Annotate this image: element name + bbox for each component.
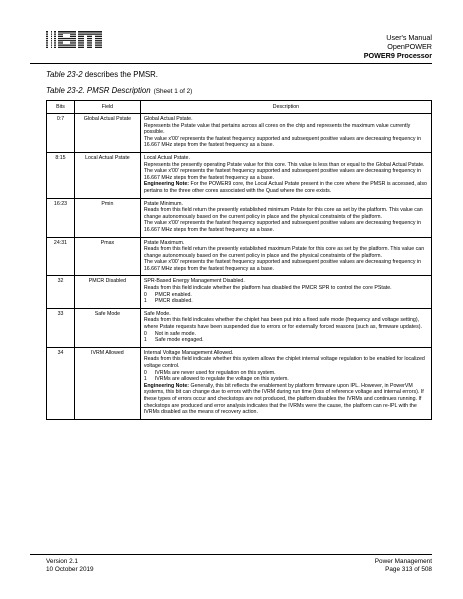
description-line: Reads from this field indicate whether this system allows the chiplet internal voltage regulation to be enabled for localized voltage control. bbox=[143, 356, 425, 369]
cell-bits: 16:23 bbox=[47, 198, 75, 237]
cell-bits: 8:15 bbox=[47, 152, 75, 198]
description-line: The value x'00' represents the fastest frequency supported and subsequent positive values are decreasing frequency in 16.667 MHz steps from the fastest frequency as a base. bbox=[143, 168, 422, 181]
footer-left bbox=[46, 558, 94, 574]
table-body bbox=[47, 114, 432, 420]
ibm-logo bbox=[46, 31, 102, 48]
description-line: Represents the presently operating Pstate value for this core. This value is less than or equal to the Global Actual Pstate. bbox=[143, 161, 425, 168]
header-field: Field bbox=[74, 101, 140, 114]
footer-page: Page 313 of 508 bbox=[385, 566, 432, 573]
table-row bbox=[47, 237, 432, 276]
value-key: 0 bbox=[143, 369, 147, 376]
value-entry bbox=[144, 331, 428, 338]
footer-divider bbox=[30, 554, 432, 555]
value-key: 0 bbox=[143, 291, 147, 298]
cell-description bbox=[140, 347, 431, 419]
note-text: For the POWER9 core, the Local Actual Pstate present in the core where the PMSR is accessed, also pertains to the three other cores associated with the Quad where the core exists. bbox=[143, 181, 427, 194]
value-text: PMCR enabled. bbox=[154, 291, 192, 298]
value-key: 1 bbox=[143, 337, 147, 344]
value-text: Not in safe mode. bbox=[154, 330, 196, 337]
value-text: IVRMs are allowed to regulate the voltage on this system. bbox=[154, 376, 289, 383]
table-row bbox=[47, 114, 432, 153]
header-bits: Bits bbox=[47, 101, 75, 114]
header-info bbox=[364, 33, 432, 60]
header-divider bbox=[30, 63, 432, 64]
intro-sentence bbox=[46, 70, 158, 79]
cell-bits: 34 bbox=[47, 347, 75, 419]
footer-section: Power Management bbox=[374, 558, 432, 565]
cell-description bbox=[140, 237, 431, 276]
description-line: Reads from this field return the presently established minimum Pstate for this core as set by the platform. This value can change autonomously based on the current policy in place and the physical constraints of the platform. bbox=[143, 207, 423, 220]
cell-field: Global Actual Pstate bbox=[74, 114, 140, 153]
engineering-note bbox=[144, 181, 428, 194]
description-line: Pstate Maximum. bbox=[143, 239, 185, 246]
description-line: SPR-Based Energy Management Disabled. bbox=[143, 278, 245, 285]
note-label: Engineering Note: bbox=[143, 382, 190, 389]
description-line: Represents the Pstate value that pertains across all cores on the chip and represents the maximum value currently possible. bbox=[143, 122, 411, 136]
cell-description bbox=[140, 114, 431, 153]
table-header-row bbox=[47, 101, 432, 114]
cell-field: Pmax bbox=[74, 237, 140, 276]
cell-field: Pmin bbox=[74, 198, 140, 237]
table-row bbox=[47, 308, 432, 347]
cell-field: Safe Mode bbox=[74, 308, 140, 347]
footer-version: Version 2.1 bbox=[46, 558, 78, 565]
engineering-note bbox=[144, 383, 428, 416]
value-text: IVRMs are never used for regulation on this system. bbox=[154, 369, 276, 376]
cell-bits: 24:31 bbox=[47, 237, 75, 276]
cell-description bbox=[140, 308, 431, 347]
footer-right bbox=[375, 558, 432, 574]
value-text: PMCR disabled. bbox=[154, 298, 193, 305]
description-line: Reads from this field indicates whether the chiplet has been put into a fixed safe mode (frequency and voltage setting), where Pstate requests have been suspended due to errors or for externally forced reasons (such as, firmware updates). bbox=[143, 317, 422, 331]
cell-description bbox=[140, 276, 431, 308]
pmsr-table bbox=[46, 100, 432, 420]
cell-description bbox=[140, 198, 431, 237]
description-line: The value x'00' represents the fastest frequency supported and subsequent positive values are decreasing frequency in 16.667 MHz steps from the fastest frequency as a base. bbox=[143, 259, 422, 272]
note-label: Engineering Note: bbox=[143, 181, 190, 188]
cell-field: IVRM Allowed bbox=[74, 347, 140, 419]
value-entry bbox=[144, 337, 428, 344]
description-line: Internal Voltage Management Allowed. bbox=[143, 349, 234, 356]
cell-field: PMCR Disabled bbox=[74, 276, 140, 308]
header-description: Description bbox=[140, 101, 431, 114]
description-line: The value x'00' represents the fastest frequency supported and subsequent positive values are decreasing frequency in 16.667 MHz steps from the fastest frequency as a base. bbox=[143, 220, 422, 233]
manual-title: User's Manual bbox=[386, 33, 432, 42]
description-line: Safe Mode. bbox=[143, 310, 171, 317]
footer-date: 10 October 2019 bbox=[46, 566, 94, 573]
value-entry bbox=[144, 370, 428, 377]
value-entry bbox=[144, 376, 428, 383]
value-entry bbox=[144, 292, 428, 299]
value-entry bbox=[144, 298, 428, 305]
platform-name: OpenPOWER bbox=[387, 42, 432, 51]
caption-title: Table 23-2. PMSR Description bbox=[46, 86, 151, 95]
cell-description bbox=[140, 152, 431, 198]
description-line: Local Actual Pstate. bbox=[143, 154, 190, 161]
description-line: Reads from this field return the presently established maximum Pstate for this core as set by the platform. This value can change autonomously based on the current policy in place and the physical constraints of the platform. bbox=[143, 246, 425, 259]
value-key: 0 bbox=[143, 330, 147, 337]
table-caption bbox=[46, 86, 192, 95]
cell-bits: 0:7 bbox=[47, 114, 75, 153]
description-line: The value x'00' represents the fastest frequency supported and subsequent positive values are decreasing frequency in 16.667 MHz steps from the fastest frequency as a base. bbox=[143, 135, 422, 149]
cell-bits: 32 bbox=[47, 276, 75, 308]
cell-bits: 33 bbox=[47, 308, 75, 347]
table-reference-link[interactable]: Table 23-2 bbox=[46, 70, 83, 79]
table-row bbox=[47, 198, 432, 237]
cell-field: Local Actual Pstate bbox=[74, 152, 140, 198]
product-name: POWER9 Processor bbox=[363, 51, 432, 60]
value-text: Safe mode engaged. bbox=[154, 337, 204, 344]
value-key: 1 bbox=[143, 298, 147, 305]
table-row bbox=[47, 152, 432, 198]
caption-sheet: (Sheet 1 of 2) bbox=[153, 88, 193, 95]
intro-text: describes the PMSR. bbox=[82, 70, 158, 79]
description-line: Reads from this field indicate whether the platform has disabled the PMCR SPR to control the core PState. bbox=[143, 285, 392, 292]
table-row bbox=[47, 347, 432, 419]
note-text: Generally, this bit reflects the enablement by platform firmware upon IPL. However, in PowerVM systems, this bit can change due to errors with the IVRM during run time (loss of reference voltage and internal errors). If these types of errors occur and checkstops are not produced, the platform disables the IVRMs and continues running. If checkstops are produced and error analysis indicates that the IVRMs were the cause, the platform can re-IPL with the IVRMs disabled as the means of recovery action. bbox=[143, 382, 424, 416]
description-line: Pstate Minimum. bbox=[143, 200, 183, 207]
description-line: Global Actual Pstate. bbox=[143, 116, 193, 122]
table-row bbox=[47, 276, 432, 308]
value-key: 1 bbox=[143, 376, 147, 383]
